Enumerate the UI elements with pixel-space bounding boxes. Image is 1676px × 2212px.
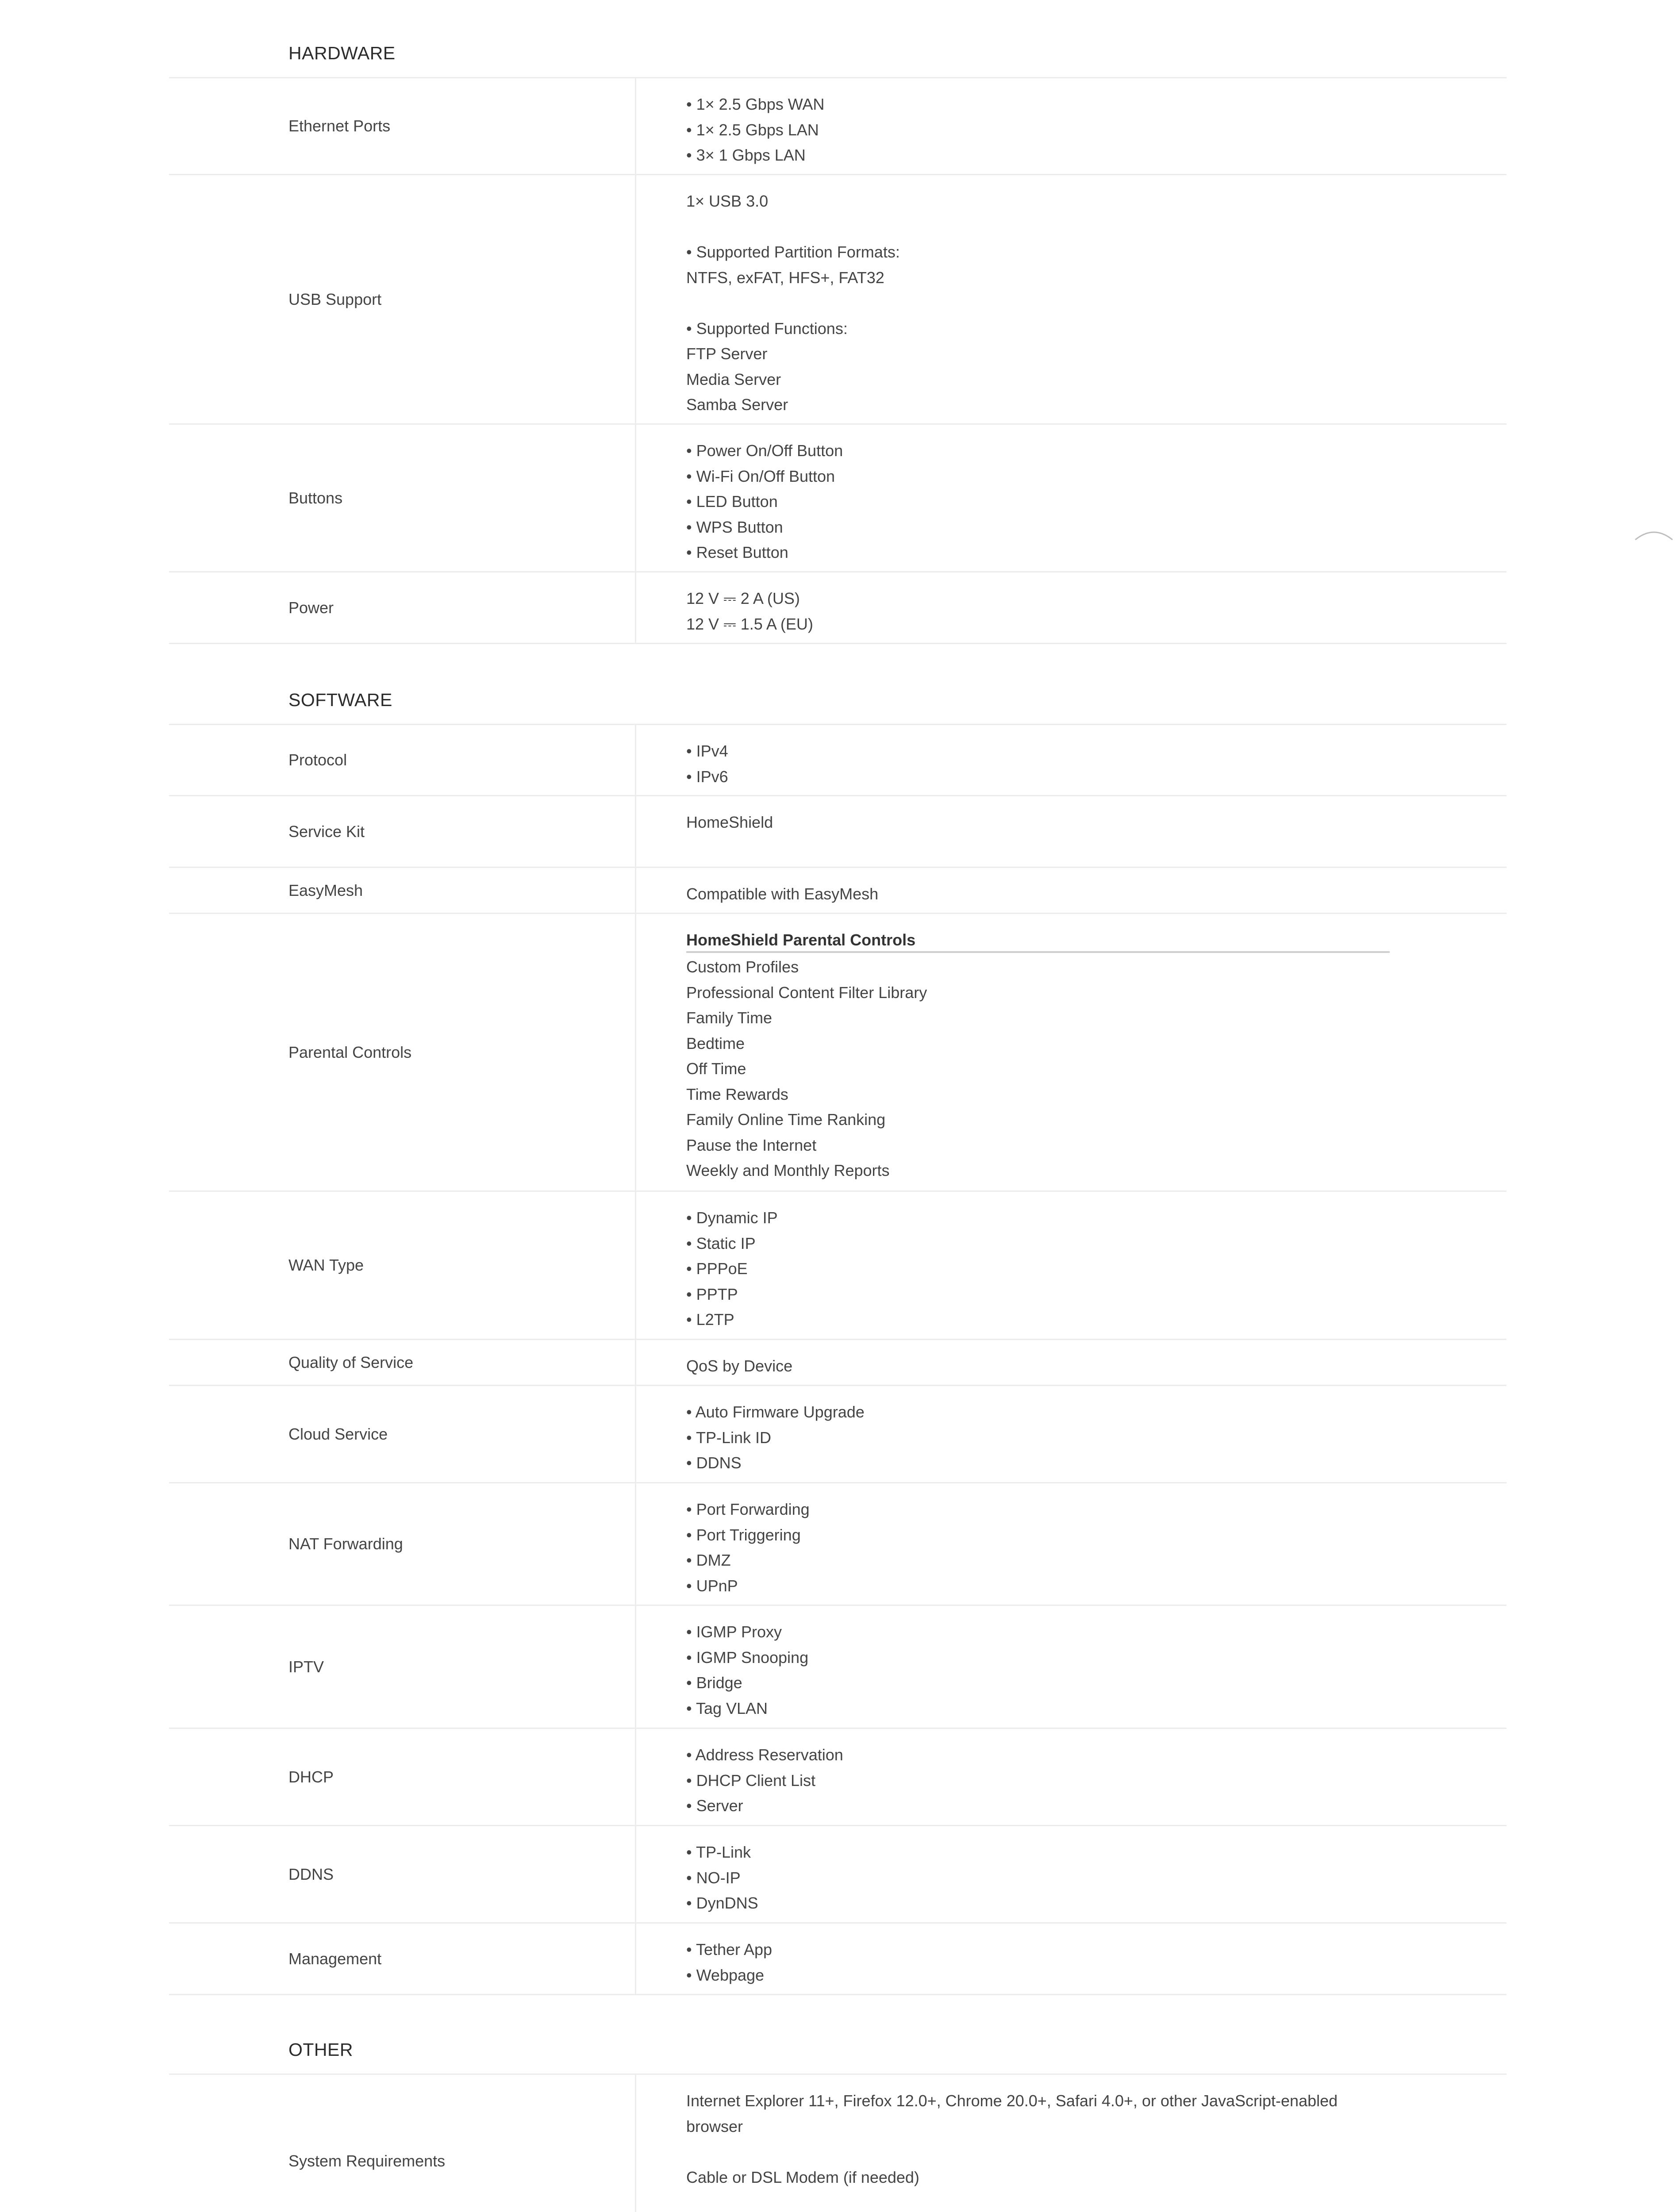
spec-value — [636, 425, 1507, 571]
spec-value-line: • IPv4 — [686, 742, 728, 760]
section-title: SOFTWARE — [288, 690, 392, 710]
specifications-sheet — [169, 0, 1507, 2212]
spec-row-service-kit — [169, 796, 1507, 868]
spec-value-line: Time Rewards — [686, 1085, 788, 1103]
spec-label: DHCP — [169, 1729, 636, 1825]
spec-value-line: • NO-IP — [686, 1868, 741, 1887]
section-title: HARDWARE — [288, 43, 396, 63]
spec-value — [636, 1340, 1507, 1385]
spec-row-quality-of-service — [169, 1340, 1507, 1386]
spec-value-line: • IGMP Snooping — [686, 1648, 809, 1667]
spec-row-system-requirements — [169, 2075, 1507, 2212]
spec-row-protocol — [169, 725, 1507, 796]
spec-row-nat-forwarding — [169, 1483, 1507, 1606]
spec-value-spacer — [686, 214, 1387, 240]
spec-value-line: • 1× 2.5 Gbps LAN — [686, 120, 819, 139]
spec-value-line: • L2TP — [686, 1310, 734, 1329]
spec-value-line: 12 V ⎓ 1.5 A (EU) — [686, 614, 813, 633]
spec-value-line: • Tag VLAN — [686, 1699, 768, 1717]
spec-value-line: • WPS Button — [686, 518, 783, 536]
spec-value-line: • 3× 1 Gbps LAN — [686, 146, 806, 164]
spec-value-line: • Port Triggering — [686, 1525, 801, 1544]
spec-value — [636, 725, 1507, 795]
spec-value — [636, 175, 1507, 423]
spec-value-line: FTP Server — [686, 345, 768, 363]
spec-value-line: Bedtime — [686, 1034, 745, 1052]
spec-value-line: NTFS, exFAT, HFS+, FAT32 — [686, 268, 884, 287]
spec-value-line: • Server — [686, 1797, 743, 1815]
spec-value-line: • DDNS — [686, 1454, 742, 1472]
spec-label: Parental Controls — [169, 914, 636, 1190]
spec-row-wan-type — [169, 1192, 1507, 1340]
spec-value — [636, 1192, 1507, 1339]
spec-value-line: • UPnP — [686, 1576, 738, 1595]
spec-value-line: • Wi-Fi On/Off Button — [686, 467, 835, 485]
spec-value-line: • DMZ — [686, 1551, 731, 1569]
spec-value — [636, 78, 1507, 174]
spec-value-line: Weekly and Monthly Reports — [686, 1161, 890, 1179]
spec-value-line: • Reset Button — [686, 543, 788, 561]
spec-value-line: 12 V ⎓ 2 A (US) — [686, 589, 800, 607]
spec-value — [636, 1386, 1507, 1482]
spec-value — [636, 868, 1507, 913]
spec-value-line: Family Time — [686, 1009, 773, 1027]
spec-value-line: • Tether App — [686, 1940, 773, 1959]
spec-row-usb-support — [169, 175, 1507, 425]
spec-value-line: Professional Content Filter Library — [686, 983, 927, 1002]
spec-label: Power — [169, 572, 636, 643]
section-heading-software — [169, 644, 1507, 725]
spec-value-line: • IPv6 — [686, 767, 728, 786]
spec-value-line: Cable or DSL Modem (if needed) — [686, 2168, 919, 2186]
spec-value-line: • Static IP — [686, 1234, 756, 1252]
spec-value — [636, 572, 1507, 643]
spec-value-line: • IGMP Proxy — [686, 1623, 782, 1641]
spec-value-line: • PPTP — [686, 1285, 738, 1303]
spec-label: Service Kit — [169, 796, 636, 867]
spec-value-line: Samba Server — [686, 396, 788, 414]
spec-label: DDNS — [169, 1826, 636, 1922]
spec-value-line: • Webpage — [686, 1966, 765, 1984]
spec-value-line: • Power On/Off Button — [686, 442, 843, 460]
spec-value-line: • 1× 2.5 Gbps WAN — [686, 95, 825, 113]
spec-value-subheading: HomeShield Parental Controls — [686, 927, 1390, 953]
section-heading-hardware — [169, 0, 1507, 78]
spec-label: Cloud Service — [169, 1386, 636, 1482]
spec-value — [636, 1483, 1507, 1605]
spec-value-line: • PPPoE — [686, 1260, 748, 1278]
spec-row-power — [169, 572, 1507, 644]
spec-value-line: Compatible with EasyMesh — [686, 885, 879, 903]
spec-value-line: • LED Button — [686, 492, 778, 511]
spec-value-line: • DHCP Client List — [686, 1771, 816, 1790]
spec-row-ethernet-ports — [169, 78, 1507, 175]
spec-label: System Requirements — [169, 2075, 636, 2212]
spec-value-line: • Dynamic IP — [686, 1209, 778, 1227]
spec-label: Management — [169, 1924, 636, 1994]
spec-value — [636, 1729, 1507, 1825]
spec-label: Buttons — [169, 425, 636, 571]
spec-row-easymesh — [169, 868, 1507, 914]
spec-value-line: • TP-Link — [686, 1843, 751, 1861]
spec-value-line: • Bridge — [686, 1674, 742, 1692]
spec-value — [636, 1924, 1507, 1994]
spec-value-spacer — [686, 2190, 1387, 2212]
spec-row-ddns — [169, 1826, 1507, 1924]
spec-value-line: Media Server — [686, 370, 781, 388]
spec-value-line: • TP-Link ID — [686, 1428, 771, 1447]
spec-value — [636, 914, 1509, 1190]
spec-value-line: HomeShield — [686, 813, 773, 831]
spec-label: USB Support — [169, 175, 636, 423]
spec-row-iptv — [169, 1606, 1507, 1729]
spec-value-line: • DynDNS — [686, 1894, 758, 1912]
section-title: OTHER — [288, 2039, 353, 2060]
spec-value-line: • Address Reservation — [686, 1746, 843, 1764]
spec-value-line: QoS by Device — [686, 1357, 793, 1375]
spec-value-line: • Port Forwarding — [686, 1500, 810, 1518]
spec-label: WAN Type — [169, 1192, 636, 1339]
spec-value-line: Custom Profiles — [686, 958, 799, 976]
section-heading-other — [169, 1995, 1507, 2075]
spec-value-line: Pause the Internet — [686, 1136, 817, 1154]
spec-row-management — [169, 1924, 1507, 1995]
spec-value-line: Internet Explorer 11+, Firefox 12.0+, Chrome 20.0+, Safari 4.0+, or other JavaScript-enabled browser — [686, 2092, 1338, 2135]
spec-value-line: • Auto Firmware Upgrade — [686, 1403, 865, 1421]
spec-value-line: 1× USB 3.0 — [686, 192, 769, 210]
scroll-handle-icon[interactable] — [1632, 526, 1676, 553]
spec-label: NAT Forwarding — [169, 1483, 636, 1605]
spec-row-cloud-service — [169, 1386, 1507, 1483]
spec-value-line: • Supported Partition Formats: — [686, 243, 900, 261]
spec-value-line: • Supported Functions: — [686, 319, 848, 338]
spec-value — [636, 796, 1507, 867]
spec-row-buttons — [169, 425, 1507, 572]
spec-value-spacer — [686, 290, 1387, 316]
spec-row-dhcp — [169, 1729, 1507, 1826]
spec-value — [636, 2075, 1507, 2212]
spec-label: Ethernet Ports — [169, 78, 636, 174]
spec-label: IPTV — [169, 1606, 636, 1728]
spec-value — [636, 1606, 1507, 1728]
spec-row-parental-controls — [169, 914, 1507, 1192]
spec-value-spacer — [686, 2139, 1387, 2165]
spec-value — [636, 1826, 1507, 1922]
spec-label: Quality of Service — [169, 1340, 636, 1385]
spec-value-line: Family Online Time Ranking — [686, 1110, 886, 1129]
spec-label: Protocol — [169, 725, 636, 795]
spec-label: EasyMesh — [169, 868, 636, 913]
spec-value-line: Off Time — [686, 1060, 746, 1078]
